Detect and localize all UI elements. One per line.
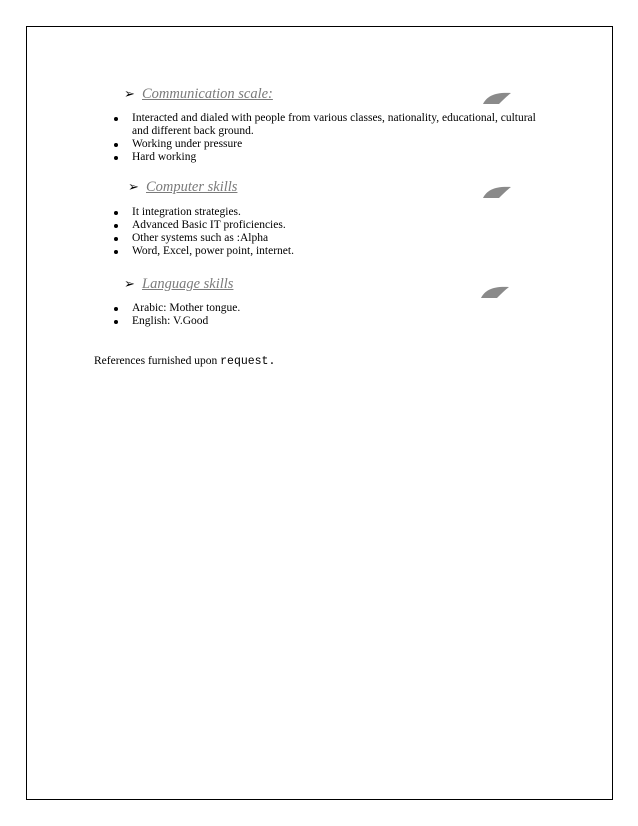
list-item: Interacted and dialed with people from various classes, nationality, educational, cultural and different back ground.	[114, 112, 544, 138]
bullet-dot-icon	[114, 224, 118, 228]
references-line	[94, 355, 275, 368]
arrowhead-bullet-icon: ➢	[124, 276, 135, 292]
bullet-dot-icon	[114, 211, 118, 215]
list-communication	[114, 112, 544, 164]
list-item: Other systems such as :Alpha	[114, 232, 544, 245]
bullet-dot-icon	[114, 143, 118, 147]
references-suffix: request.	[220, 355, 276, 368]
list-item: It integration strategies.	[114, 206, 544, 219]
list-item: Working under pressure	[114, 138, 544, 151]
list-language	[114, 302, 544, 328]
swoosh-icon	[481, 90, 513, 106]
list-item: Arabic: Mother tongue.	[114, 302, 544, 315]
arrowhead-bullet-icon: ➢	[128, 179, 139, 195]
section-heading-communication	[124, 84, 273, 104]
list-item: Word, Excel, power point, internet.	[114, 245, 544, 258]
bullet-dot-icon	[114, 307, 118, 311]
heading-text: Computer skills	[146, 178, 238, 195]
heading-text: Communication scale:	[142, 85, 273, 102]
bullet-dot-icon	[114, 156, 118, 160]
list-item: Hard working	[114, 151, 544, 164]
bullet-dot-icon	[114, 117, 118, 121]
list-computer	[114, 206, 544, 258]
bullet-dot-icon	[114, 237, 118, 241]
references-prefix: References furnished upon	[94, 355, 218, 367]
bullet-dot-icon	[114, 320, 118, 324]
arrowhead-bullet-icon: ➢	[124, 86, 135, 102]
bullet-dot-icon	[114, 250, 118, 254]
list-item: Advanced Basic IT proficiencies.	[114, 219, 544, 232]
swoosh-icon	[481, 184, 513, 200]
section-heading-computer	[128, 177, 237, 197]
swoosh-icon	[479, 284, 511, 300]
section-heading-language	[124, 274, 233, 294]
list-item: English: V.Good	[114, 315, 544, 328]
heading-text: Language skills	[142, 275, 234, 292]
